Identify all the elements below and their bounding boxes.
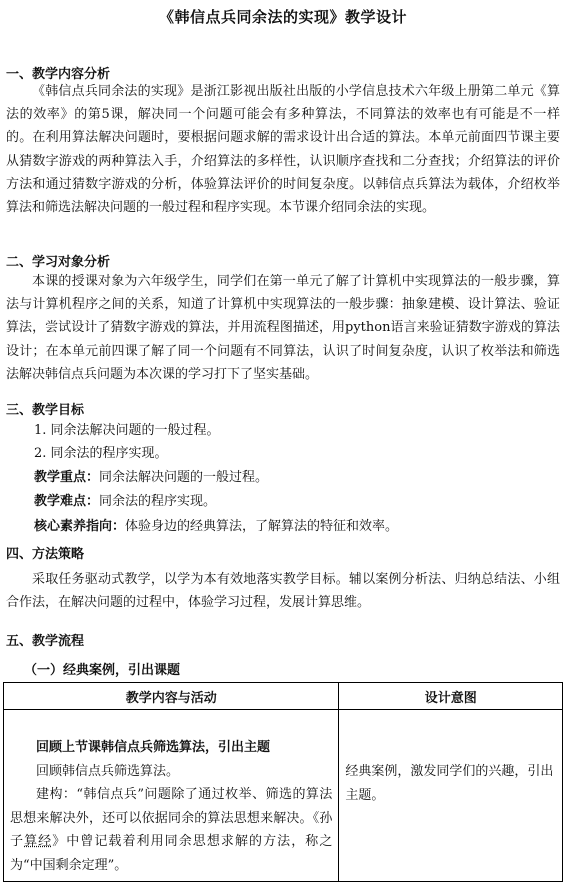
key-point-label: 教学重点： (34, 470, 100, 485)
core-literacy (34, 516, 398, 538)
goal-item-2: 2. 同余法的程序实现。 (34, 446, 168, 461)
core-literacy-text: 体验身边的经典算法，了解算法的特征和效率。 (125, 519, 399, 534)
table-header-row (4, 683, 563, 710)
key-point (34, 467, 268, 489)
table-header-intent: 设计意图 (339, 683, 563, 710)
flow-table (3, 682, 563, 882)
difficult-point-text: 同余法的程序实现。 (99, 494, 217, 509)
section-heading-learner-analysis: 二、学习对象分析 (6, 255, 111, 270)
table-cell-intent: 经典案例，激发同学们的兴趣，引出主题。 (339, 710, 563, 882)
row-paragraph-2-book: 算经 (24, 834, 53, 849)
table-row (4, 710, 563, 882)
row-paragraph-2-part-a: 建构：“韩信点兵”问题除了通过枚举、筛选的算法思想来解决外，还可以依据同余的算法思想来解决。《孙子 (10, 787, 333, 849)
row-paragraph-1: 回顾韩信点兵筛选算法。 (36, 763, 180, 779)
row-subtitle: 回顾上节课韩信点兵筛选算法，引出主题 (36, 740, 271, 755)
row-paragraph-2-part-b: 》中曾记载着利用同余思想求解的方法，称之为“中国剩余定理”。 (10, 834, 333, 873)
difficult-point (34, 491, 216, 513)
table-cell-content (4, 710, 339, 882)
section-heading-content-analysis: 一、教学内容分析 (6, 67, 111, 82)
goal-item-1: 1. 同余法解决问题的一般过程。 (34, 423, 220, 438)
section-heading-goals: 三、教学目标 (6, 403, 85, 418)
difficult-point-label: 教学难点： (34, 494, 100, 509)
section-heading-method: 四、方法策略 (6, 547, 85, 562)
key-point-text: 同余法解决问题的一般过程。 (99, 470, 269, 485)
content-analysis-text: 《韩信点兵同余法的实现》是浙江影视出版社出版的小学信息技术六年级上册第二单元《算法的效率》的第5课，解决同一个问题可能会有多种算法，不同算法的效率也有可能是不一样的。在利用算法解决问题时，要根据问题求解的需求设计出合适的算法。本单元前面四节课主要从猜数字游戏的两种算法入手，介绍算法的多样性，认识顺序查找和二分查找；介绍算法的评价方法和通过猜数字游戏的分析，体验算法评价的时间复杂度。以韩信点兵算法为载体，介绍枚举算法和筛选法解决问题的一般过程和程序实现。本节课介绍同余法的实现。 (6, 84, 560, 216)
core-literacy-label: 核心素养指向： (34, 519, 126, 534)
table-header-content: 教学内容与活动 (4, 683, 339, 710)
learner-analysis-text: 本课的授课对象为六年级学生，同学们在第一单元了解了计算机中实现算法的一般步骤，算法与计算机程序之间的关系，知道了计算机中实现算法的一般步骤：抽象建模、设计算法、验证算法，尝试设计了猜数字游戏的算法，并用流程图描述，用python语言来验证猜数字游戏的算法设计；在本单元前四课了解了同一个问题有不同算法，认识了时间复杂度，认识了枚举法和筛选法解决韩信点兵问题为本次课的学习打下了坚实基础。 (6, 274, 560, 382)
flow-subheading-1: （一）经典案例，引出课题 (24, 663, 181, 678)
method-text: 采取任务驱动式教学，以学为本有效地落实教学目标。辅以案例分析法、归纳总结法、小组合作法，在解决问题的过程中，体验学习过程，发展计算思维。 (6, 572, 560, 611)
row-paragraph-2 (10, 783, 332, 877)
document-title: 《韩信点兵同余法的实现》教学设计 (158, 8, 407, 26)
section-heading-flow: 五、教学流程 (6, 634, 85, 649)
